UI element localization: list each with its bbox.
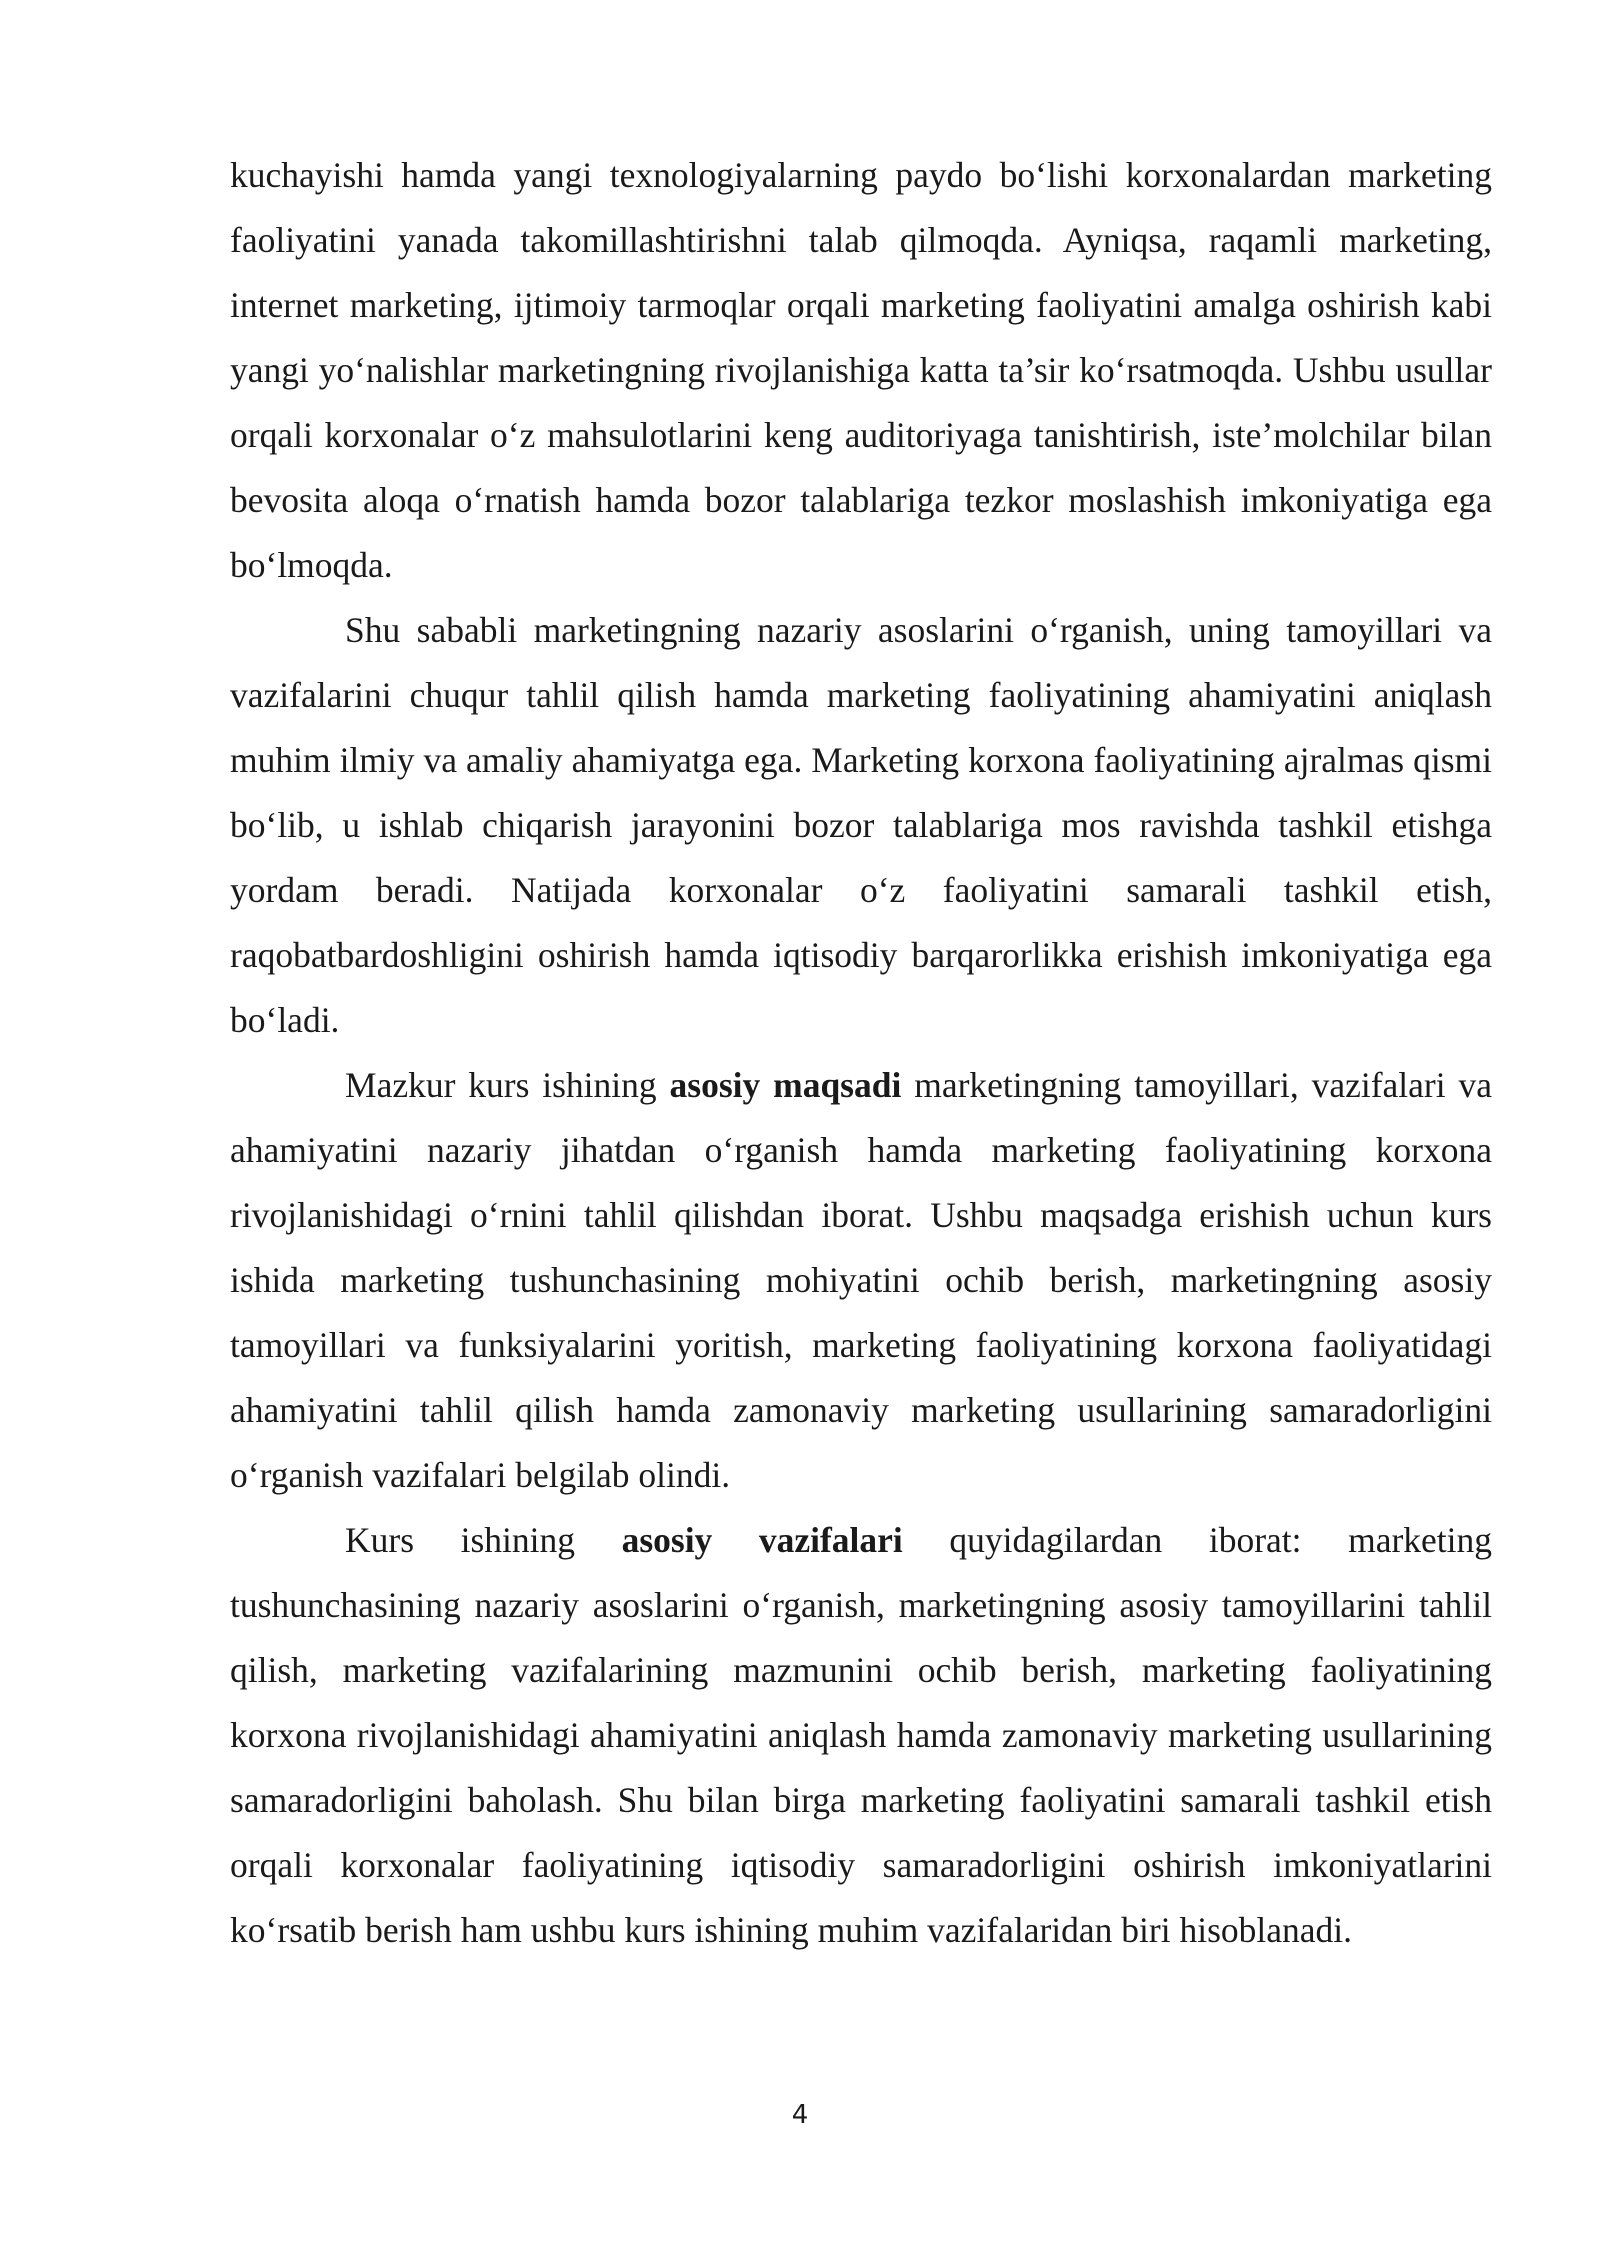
- body-text: [230, 143, 1492, 1963]
- paragraph-main-tasks: [230, 1508, 1492, 1963]
- main-goal-lead-text: Mazkur kurs ishining: [345, 1065, 670, 1105]
- main-goal-rest-text: marketingning tamoyillari, vazifalari va ahamiyatini nazariy jihatdan o‘rganish hamda marketing faoliyatining korxona rivojlanishidagi o‘rnini tahlil qilishdan iborat. Ushbu maqsadga erishish uchun kurs ishida marketing tushunchasining mohiyatini ochib berish, marketingning asosiy tamoyillari va funksiyalarini yoritish, marketing faoliyatining korxona faoliyatidagi ahamiyatini tahlil qilish hamda zamonaviy marketing usullarining samaradorligini o‘rganish vazifalari belgilab olindi.: [230, 1065, 1492, 1495]
- main-goal-bold-term: asosiy maqsadi: [669, 1065, 902, 1105]
- paragraph-importance: Shu sababli marketingning nazariy asoslarini o‘rganish, uning tamoyillari va vazifalarini chuqur tahlil qilish hamda marketing faoliyatining ahamiyatini aniqlash muhim ilmiy va amaliy ahamiyatga ega. Marketing korxona faoliyatining ajralmas qismi bo‘lib, u ishlab chiqarish jarayonini bozor talablariga mos ravishda tashkil etishga yordam beradi. Natijada korxonalar o‘z faoliyatini samarali tashkil etish, raqobatbardoshligini oshirish hamda iqtisodiy barqarorlikka erishish imkoniyatiga ega bo‘ladi.: [230, 610, 1492, 1040]
- paragraph-main-goal: [230, 1053, 1492, 1508]
- paragraph-continuation: kuchayishi hamda yangi texnologiyalarning paydo bo‘lishi korxonalardan marketing faoliyatini yanada takomillashtirishni talab qilmoqda. Ayniqsa, raqamli marketing, internet marketing, ijtimoiy tarmoqlar orqali marketing faoliyatini amalga oshirish kabi yangi yo‘nalishlar marketingning rivojlanishiga katta ta’sir ko‘rsatmoqda. Ushbu usullar orqali korxonalar o‘z mahsulotlarini keng auditoriyaga tanishtirish, iste’molchilar bilan bevosita aloqa o‘rnatish hamda bozor talablariga tezkor moslashish imkoniyatiga ega bo‘lmoqda.: [230, 155, 1492, 585]
- main-tasks-rest-text: quyidagilardan iborat: marketing tushunchasining nazariy asoslarini o‘rganish, marketingning asosiy tamoyillarini tahlil qilish, marketing vazifalarining mazmunini ochib berish, marketing faoliyatining korxona rivojlanishidagi ahamiyatini aniqlash hamda zamonaviy marketing usullarining samaradorligini baholash. Shu bilan birga marketing faoliyatini samarali tashkil etish orqali korxonalar faoliyatining iqtisodiy samaradorligini oshirish imkoniyatlarini ko‘rsatib berish ham ushbu kurs ishining muhim vazifalaridan biri hisoblanadi.: [230, 1520, 1492, 1950]
- main-tasks-bold-term: asosiy vazifalari: [621, 1520, 903, 1560]
- page-number: 4: [791, 2100, 809, 2130]
- main-tasks-lead-text: Kurs ishining: [345, 1520, 622, 1560]
